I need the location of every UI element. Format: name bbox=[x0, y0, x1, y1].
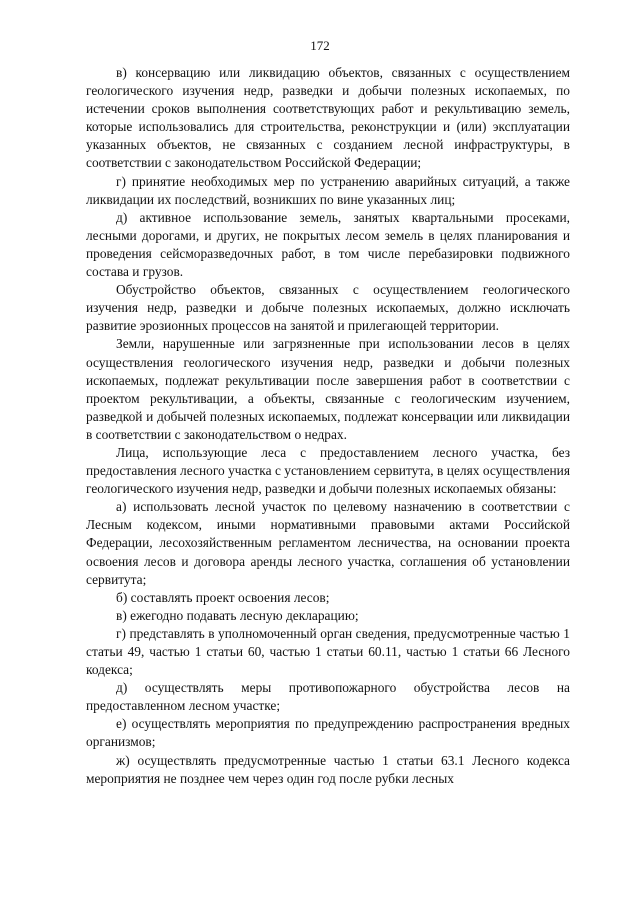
paragraph-a-intended-use: а) использовать лесной участок по целевому назначению в соответствии с Лесным кодексом, иными нормативными правовыми актами Российской Федерации, лесохозяйственным регламентом лесничества, на основании проекта освоения лесов и договора аренды лесного участка, соглашения об установлении сервитута; bbox=[86, 499, 570, 587]
paragraph-d-fire-prevention: д) осуществлять меры противопожарного обустройства лесов на предоставленном лесном участке; bbox=[86, 680, 570, 714]
paragraph-b-development-project: б) составлять проект освоения лесов; bbox=[116, 589, 330, 605]
paragraph-facility-arrangement: Обустройство объектов, связанных с осуществлением геологического изучения недр, разведки и добыче полезных ископаемых, должно исключать развитие эрозионных процессов на занятой и прилегающей территории. bbox=[86, 282, 570, 334]
paragraph-d-land-use: д) активное использование земель, занятых квартальными просеками, лесными дорогами, и других, не покрытых лесом земель в целях планирования и проведения сейсморазведочных работ, в том числе перебазировки подвижного состава и грузов. bbox=[86, 209, 570, 280]
document-body bbox=[86, 64, 570, 788]
paragraph-obligations-intro: Лица, использующие леса с предоставлением лесного участка, без предоставления лесного участка с установлением сервитута, в целях осуществления геологического изучения недр, разведки и добычи полезных ископаемых обязаны: bbox=[86, 444, 570, 497]
paragraph-land-reclamation: Земли, нарушенные или загрязненные при использовании лесов в целях осуществления геологического изучения недр, разведки и добычи полезных ископаемых, подлежат рекультивации после завершения работ в соответствии с проектом рекультивации, а объекты, связанные с геологическим изучением, разведкой и добычей полезных ископаемых, подлежат консервации или ликвидации в соответствии с законодательством о недрах. bbox=[86, 336, 570, 442]
paragraph-v-conservation: в) консервацию или ликвидацию объектов, связанных с осуществлением геологического изучения недр, разведки и добычи полезных ископаемых, по истечении сроков выполнения соответствующих работ и рекультивацию земель, которые использовались для строительства, реконструкции и (или) эксплуатации указанных объектов, не связанных с созданием лесной инфраструктуры, в соответствии с законодательством Российской Федерации; bbox=[86, 65, 570, 171]
paragraph-g-submit-information: г) представлять в уполномоченный орган сведения, предусмотренные частью 1 статьи 49, частью 1 статьи 60, частью 1 статьи 60.11, частью 1 статьи 66 Лесного кодекса; bbox=[86, 625, 570, 678]
paragraph-v-forest-declaration: в) ежегодно подавать лесную декларацию; bbox=[116, 607, 359, 623]
paragraph-g-emergency-measures: г) принятие необходимых мер по устранению аварийных ситуаций, а также ликвидации их последствий, возникших по вине указанных лиц; bbox=[86, 173, 570, 207]
paragraph-e-pest-prevention: е) осуществлять мероприятия по предупреждению распространения вредных организмов; bbox=[86, 716, 570, 750]
paragraph-zh-reforestation: ж) осуществлять предусмотренные частью 1 статьи 63.1 Лесного кодекса мероприятия не позднее чем через один год после рубки лесных bbox=[86, 752, 570, 786]
page-number: 172 bbox=[310, 38, 330, 53]
